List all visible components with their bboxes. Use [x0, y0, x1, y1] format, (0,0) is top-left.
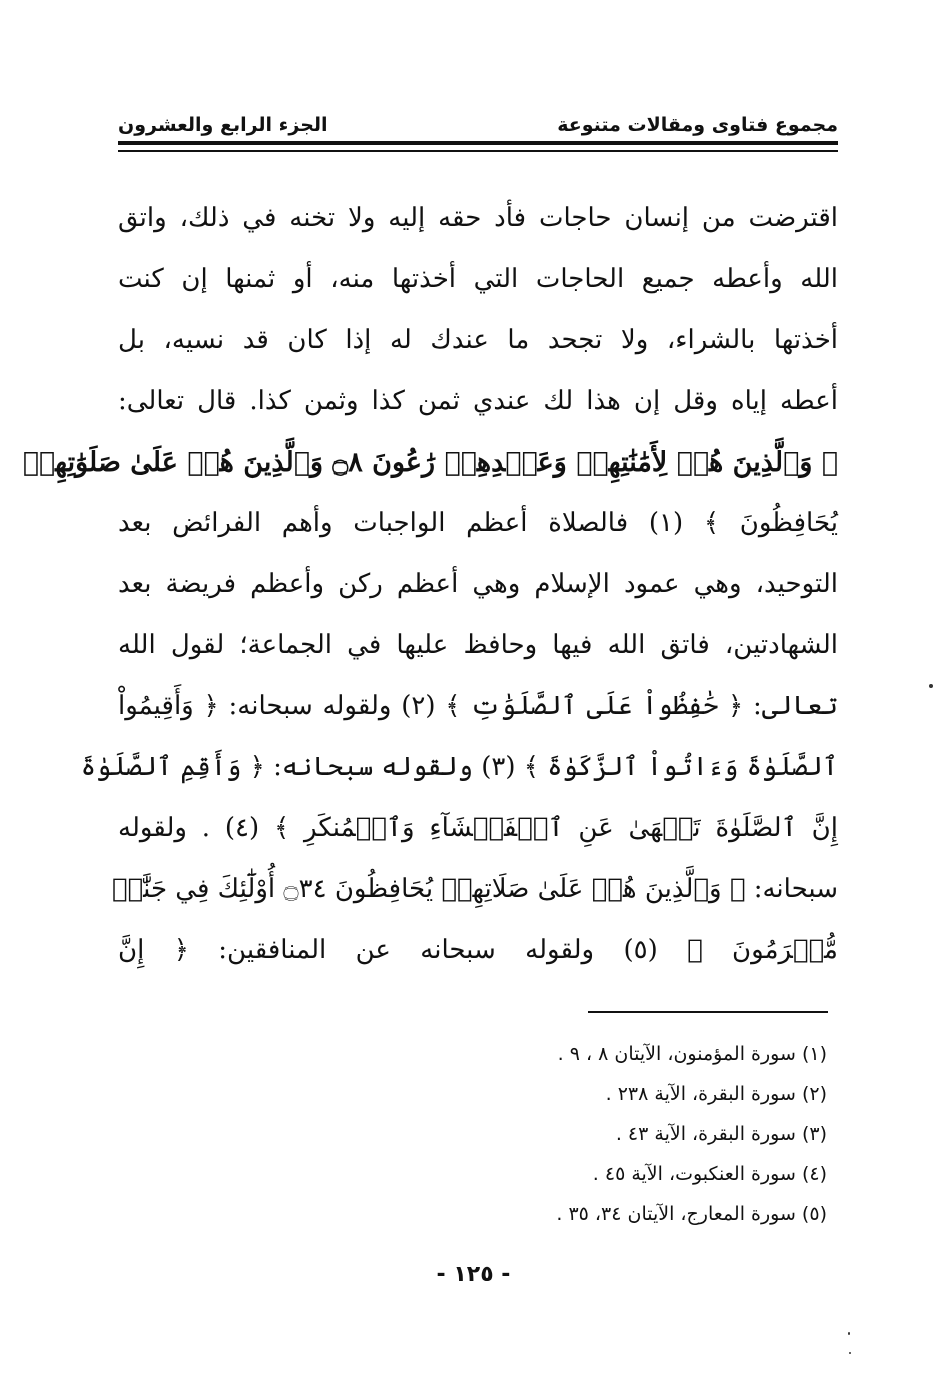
verse-line: ﴿ وَٱلَّذِينَ هُمۡ لِأَمَٰنَٰتِهِمۡ وَعَهۡدِهِمۡ رَٰعُونَ ۝٨ وَٱلَّذِينَ هُمۡ عَلَىٰ صَلَوَٰتِهِمۡ — [22, 447, 838, 478]
scan-speck — [849, 1352, 851, 1354]
text-line: مُّكۡرَمُونَ ﴾ (٥) ولقوله سبحانه عن المنافقين: ﴿ إِنَّ — [118, 935, 838, 965]
volume-label: الجزء الرابع والعشرون — [118, 114, 328, 136]
footnote-5: (٥) سورة المعارج، الآيتان ٣٤، ٣٥ . — [556, 1203, 827, 1225]
scan-speck — [929, 684, 933, 688]
text-line: الشهادتين، فاتق الله فيها وحافظ عليها في الجماعة؛ لقول الله — [118, 630, 838, 660]
footnotes — [267, 1034, 827, 1234]
scan-speck — [848, 1332, 850, 1335]
text-line: الله وأعطه جميع الحاجات التي أخذتها منه، أو ثمنها إن كنت — [118, 264, 838, 294]
footnote-1: (١) سورة المؤمنون، الآيتان ٨ ، ٩ . — [557, 1043, 827, 1065]
footnote-separator — [588, 1011, 828, 1013]
book-title: مجموع فتاوى ومقالات متنوعة — [557, 114, 838, 136]
text-line: أخذتها بالشراء، ولا تجحد ما عندك له إذا كان قد نسيه، بل — [118, 325, 838, 355]
text-line: التوحيد، وهي عمود الإسلام وهي أعظم ركن وأعظم فريضة بعد — [118, 569, 838, 599]
page-number: - ١٢٥ - — [436, 1262, 511, 1287]
text-line: ٱلصَّلَوٰةَ وَءَاتُواْ ٱلزَّكَوٰةَ ﴾ (٣) ولقوله سبحانه: ﴿ وَأَقِمِ ٱلصَّلَوٰةَ — [80, 752, 838, 782]
text-line: تعالى: ﴿ حَٰفِظُواْ عَلَى ٱلصَّلَوَٰتِ ﴾ (٢) ولقوله سبحانه: ﴿ وَأَقِيمُواْ — [118, 691, 838, 721]
header-rule-thin — [118, 150, 838, 152]
text-line: أعطه إياه وقل إن هذا لك عندي ثمن كذا وثمن كذا. قال تعالى: — [118, 386, 838, 416]
text-line: سبحانه: ﴿ وَٱلَّذِينَ هُمۡ عَلَىٰ صَلَاتِهِمۡ يُحَافِظُونَ ۝٣٤ أُوْلَٰٓئِكَ فِي جَنَّٰتٖ — [111, 874, 838, 904]
text-line: إِنَّ ٱلصَّلَوٰةَ تَنۡهَىٰ عَنِ ٱلۡفَحۡشَآءِ وَٱلۡمُنكَرِ ﴾ (٤) . ولقوله — [118, 813, 838, 843]
footnote-2: (٢) سورة البقرة، الآية ٢٣٨ . — [605, 1083, 827, 1105]
text-line: اقترضت من إنسان حاجات فأد حقه إليه ولا تخنه في ذلك، واتق — [118, 203, 838, 233]
text-line: يُحَافِظُونَ ﴾ (١) فالصلاة أعظم الواجبات وأهم الفرائض بعد — [118, 508, 838, 538]
main-text — [22, 188, 838, 981]
running-header — [118, 102, 838, 136]
footnote-4: (٤) سورة العنكبوت، الآية ٤٥ . — [592, 1163, 827, 1185]
header-rule-thick — [118, 141, 838, 145]
footnote-3: (٣) سورة البقرة، الآية ٤٣ . — [615, 1123, 827, 1145]
